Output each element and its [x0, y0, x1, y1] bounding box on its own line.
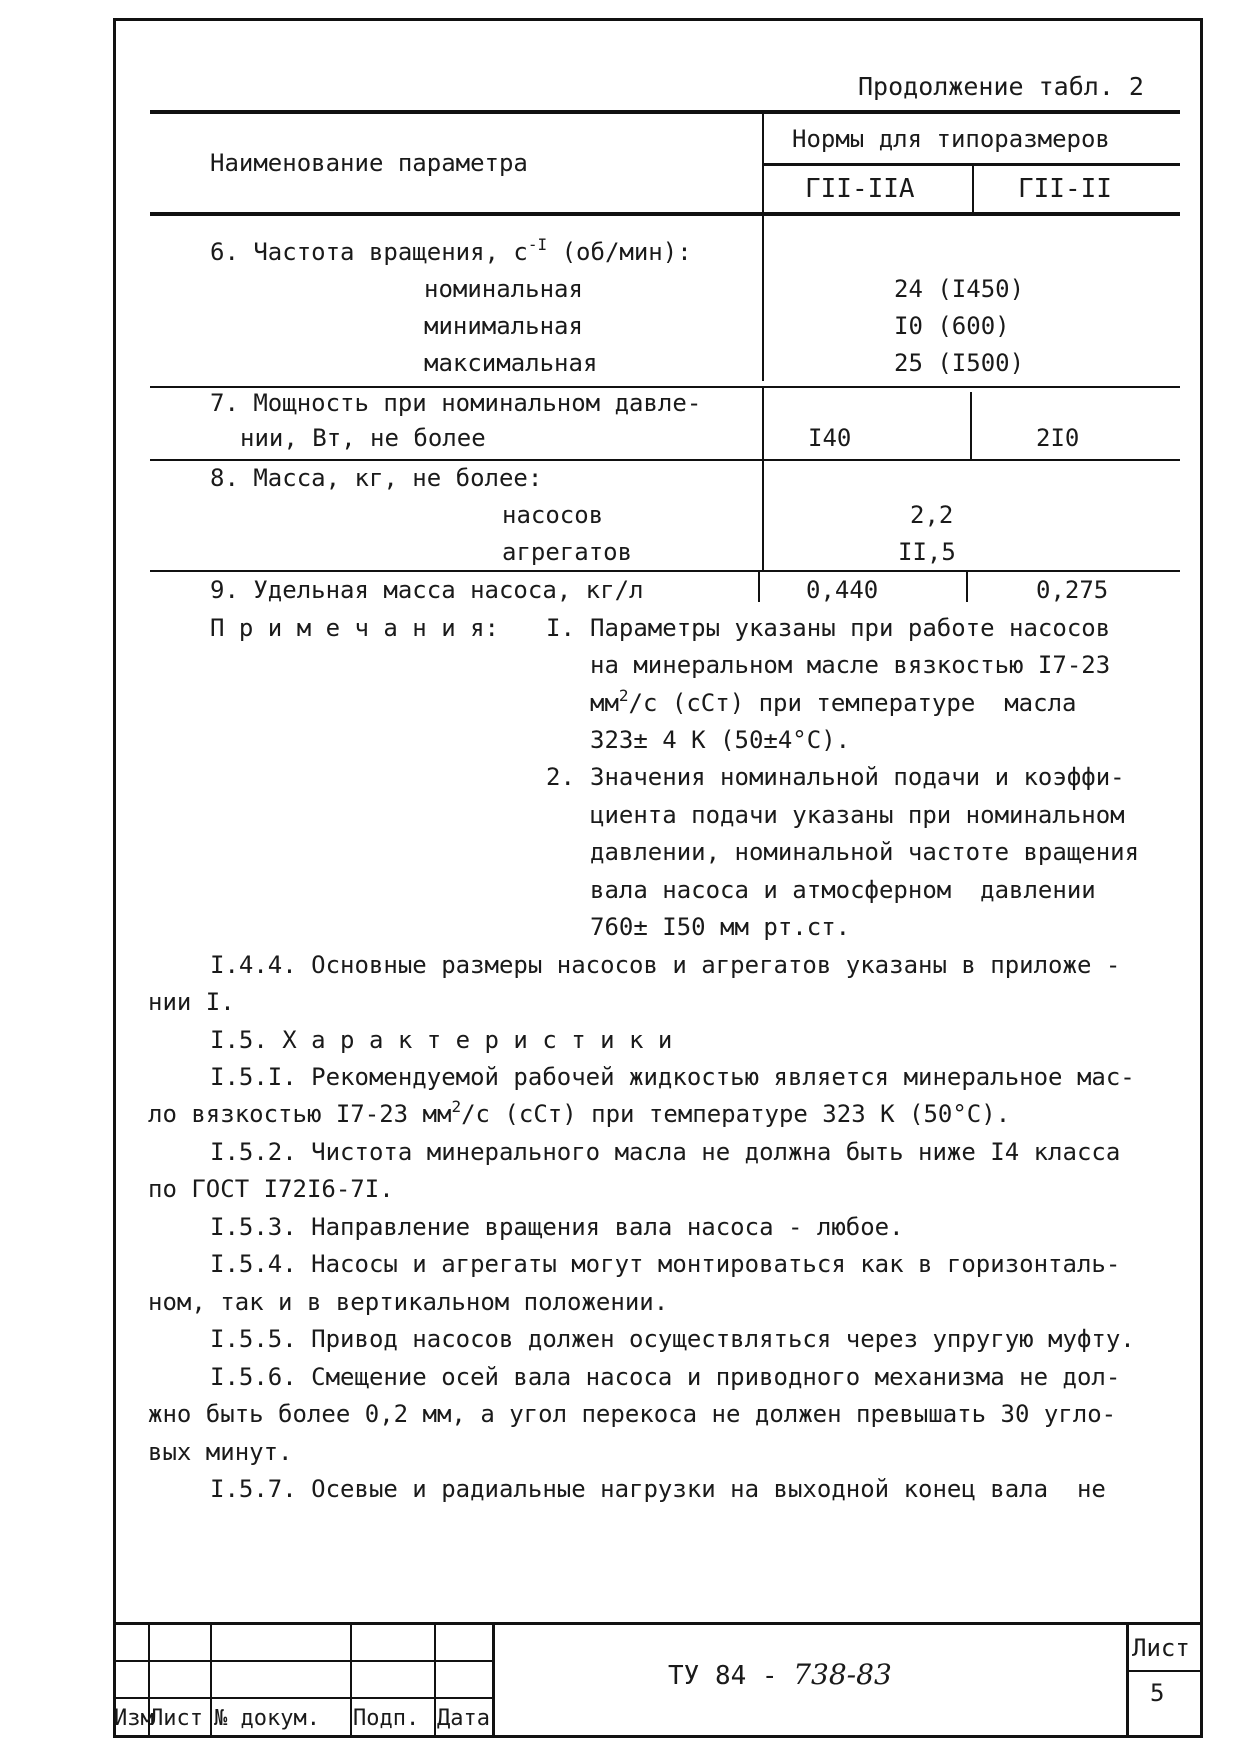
row8-units-value: II,5	[898, 538, 956, 566]
row6-nominal-value: 24 (I450)	[894, 275, 1025, 303]
para-1-5-2-line1: I.5.2. Чистота минерального масла не должна быть ниже I4 класса	[210, 1138, 1121, 1166]
table-col-divider-5	[758, 572, 760, 602]
stamp-col-2	[210, 1622, 212, 1738]
stamp-label-date: Дата	[437, 1706, 490, 1731]
note2-line4: вала насоса и атмосферном давлении	[590, 876, 1096, 904]
stamp-col-4	[434, 1622, 436, 1738]
row9-label: 9. Удельная масса насоса, кг/л	[210, 576, 644, 604]
row6-minimal-value: I0 (600)	[894, 312, 1010, 340]
row8-title: 8. Масса, кг, не более:	[210, 464, 543, 492]
para-1-5-5: I.5.5. Привод насосов должен осуществляться через упругую муфту.	[210, 1325, 1135, 1353]
row7-label-line2: нии, Вт, не более	[240, 424, 486, 452]
para-1-4-4-line1: I.4.4. Основные размеры насосов и агрегатов указаны в приложе -	[210, 951, 1121, 979]
note1-line1: Параметры указаны при работе насосов	[590, 614, 1111, 642]
sheet-label: Лист	[1132, 1634, 1190, 1662]
para-1-5-6-line2: жно быть более 0,2 мм, а угол перекоса не должен превышать 30 угло-	[148, 1400, 1117, 1428]
row8-pumps-value: 2,2	[910, 501, 954, 529]
table-header-rule	[150, 212, 1180, 216]
note1-line4: 323± 4 К (50±4°С).	[590, 726, 851, 754]
row-rule-8	[150, 570, 1180, 572]
row6-minimal-label: минимальная	[424, 312, 583, 340]
para-1-5-1-line2: ло вязкостью I7-23 $мм^2/с$ (сСт) при температуре 323 К (50°С).	[148, 1097, 1011, 1128]
table-col-divider-2	[762, 386, 764, 459]
sheet-number: 5	[1150, 1679, 1165, 1707]
table-col-divider-header	[972, 163, 974, 215]
note2-line3: давлении, номинальной частоте вращения	[590, 838, 1140, 866]
para-1-5-7: I.5.7. Осевые и радиальные нагрузки на выходной конец вала не	[210, 1475, 1106, 1503]
para-1-5-4-line1: I.5.4. Насосы и агрегаты могут монтироваться как в горизонталь-	[210, 1250, 1121, 1278]
para-1-5-1-line1: I.5.I. Рекомендуемой рабочей жидкостью является минеральное мас-	[210, 1063, 1135, 1091]
row9-value-1: 0,440	[806, 576, 879, 604]
table-col-divider-6	[966, 572, 968, 602]
note2-line2: циента подачи указаны при номинальном	[590, 801, 1125, 829]
stamp-col-5	[492, 1622, 495, 1738]
note1-line3: $мм^2/с$ (сСт) при температуре масла	[590, 686, 1077, 717]
row8-units-label: агрегатов	[502, 538, 633, 566]
stamp-label-izm: Изм	[114, 1706, 154, 1731]
stamp-row-rule-1	[113, 1660, 493, 1662]
document-code-handwritten: 738-83	[793, 1658, 892, 1691]
row9-value-2: 0,275	[1036, 576, 1109, 604]
stamp-top-rule	[113, 1622, 1203, 1625]
row8-pumps-label: насосов	[502, 501, 604, 529]
size-header-1: ГII-IIA	[805, 174, 915, 204]
note2-line1: Значения номинальной подачи и коэффи-	[590, 763, 1125, 791]
row7-value-1: I40	[808, 424, 852, 452]
para-1-5-6-line3: вых минут.	[148, 1438, 293, 1466]
stamp-label-list: Лист	[150, 1706, 203, 1731]
para-1-4-4-line2: нии I.	[148, 988, 235, 1016]
row6-nominal-label: номинальная	[424, 275, 583, 303]
size-header-2: ГII-II	[1018, 174, 1112, 204]
stamp-col-3	[350, 1622, 352, 1738]
table-col-divider-4	[762, 461, 764, 572]
note2-number: 2.	[546, 763, 575, 791]
table-col-divider-3	[970, 392, 972, 459]
table-caption: Продолжение табл. 2	[858, 72, 1144, 101]
note2-line5: 760± I50 мм рт.ст.	[590, 913, 851, 941]
row-rule-7	[150, 459, 1180, 461]
section-1-5-heading: I.5. Х а р а к т е р и с т и к и	[210, 1026, 673, 1054]
para-1-5-6-line1: I.5.6. Смещение осей вала насоса и приводного механизма не дол-	[210, 1363, 1121, 1391]
para-1-5-2-line2: по ГОСТ I72I6-7I.	[148, 1175, 394, 1203]
stamp-row-rule-2	[113, 1697, 493, 1699]
row7-label-line1: 7. Мощность при номинальном давле-	[210, 389, 702, 417]
stamp-sheet-rule	[1126, 1670, 1203, 1672]
notes-heading: П р и м е ч а н и я:	[210, 614, 499, 642]
document-code: ТУ 84 - 738-83	[668, 1658, 892, 1691]
para-1-5-4-line2: ном, так и в вертикальном положении.	[148, 1288, 669, 1316]
stamp-label-sign: Подп.	[353, 1706, 420, 1731]
row6-maximal-label: максимальная	[424, 349, 598, 377]
stamp-label-doc: № докум.	[214, 1706, 320, 1731]
table-col-divider-1	[762, 110, 764, 381]
table-top-rule	[150, 110, 1180, 114]
col-header-param: Наименование параметра	[210, 149, 528, 177]
note1-line2: на минеральном масле вязкостью I7-23	[590, 651, 1111, 679]
col-header-norms: Нормы для типоразмеров	[792, 125, 1110, 153]
stamp-sheet-col	[1126, 1622, 1129, 1738]
row6-title: 6. Частота вращения, $с^{-I}$ (об/мин):	[210, 235, 692, 266]
note1-number: I.	[546, 614, 575, 642]
row6-maximal-value: 25 (I500)	[894, 349, 1025, 377]
para-1-5-3: I.5.3. Направление вращения вала насоса - любое.	[210, 1213, 904, 1241]
row7-value-2: 2I0	[1036, 424, 1080, 452]
